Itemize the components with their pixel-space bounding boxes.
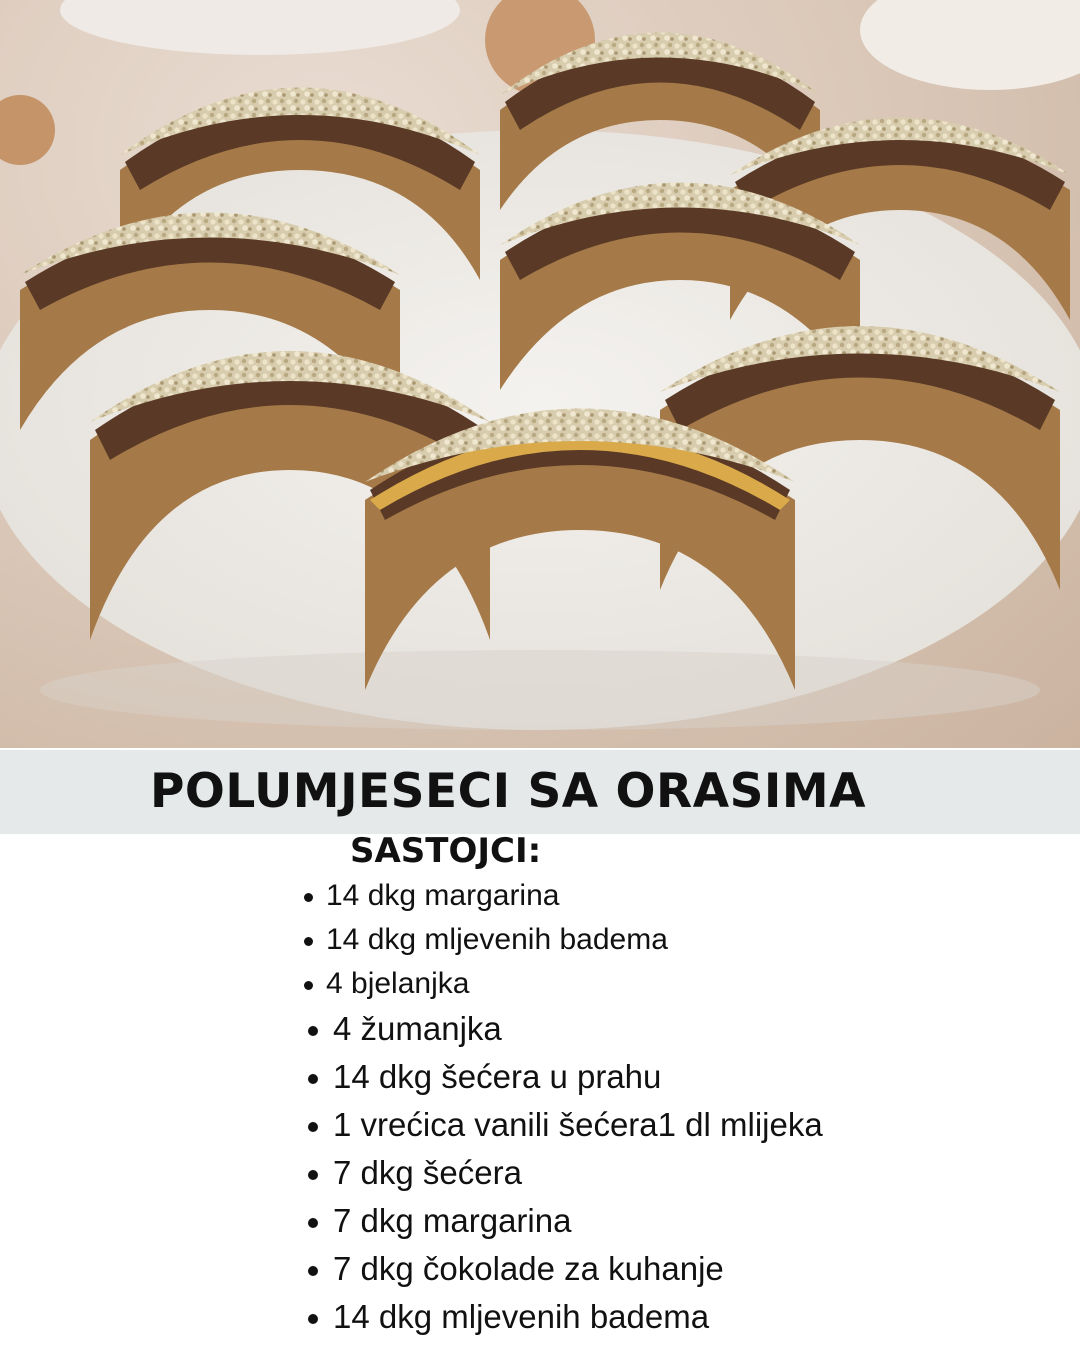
- bullet-icon: [308, 1218, 318, 1228]
- list-item: 7 dkg čokolade za kuhanje: [308, 1249, 724, 1289]
- list-item: 7 dkg margarina: [308, 1201, 571, 1241]
- bullet-icon: [308, 1266, 318, 1276]
- ingredients-heading: SASTOJCI:: [350, 831, 542, 871]
- bullet-icon: [308, 1170, 318, 1180]
- list-item: 14 dkg mljevenih badema: [308, 1297, 709, 1337]
- bullet-icon: [308, 1074, 318, 1084]
- bullet-icon: [308, 1026, 318, 1036]
- recipe-title: POLUMJESECI SA ORASIMA: [149, 764, 867, 819]
- list-item: 14 dkg margarina: [304, 878, 559, 914]
- bullet-icon: [304, 937, 313, 946]
- list-item: 4 bjelanjka: [304, 966, 469, 1002]
- list-item: 14 dkg mljevenih badema: [304, 922, 668, 958]
- bullet-icon: [308, 1122, 318, 1132]
- list-item: 7 dkg šećera: [308, 1153, 522, 1193]
- list-item: 1 vrećica vanili šećera1 dl mlijeka: [308, 1105, 823, 1145]
- bullet-icon: [304, 893, 313, 902]
- list-item: 14 dkg šećera u prahu: [308, 1057, 661, 1097]
- list-item: 4 žumanjka: [308, 1009, 502, 1049]
- bullet-icon: [304, 981, 313, 990]
- bullet-icon: [308, 1314, 318, 1324]
